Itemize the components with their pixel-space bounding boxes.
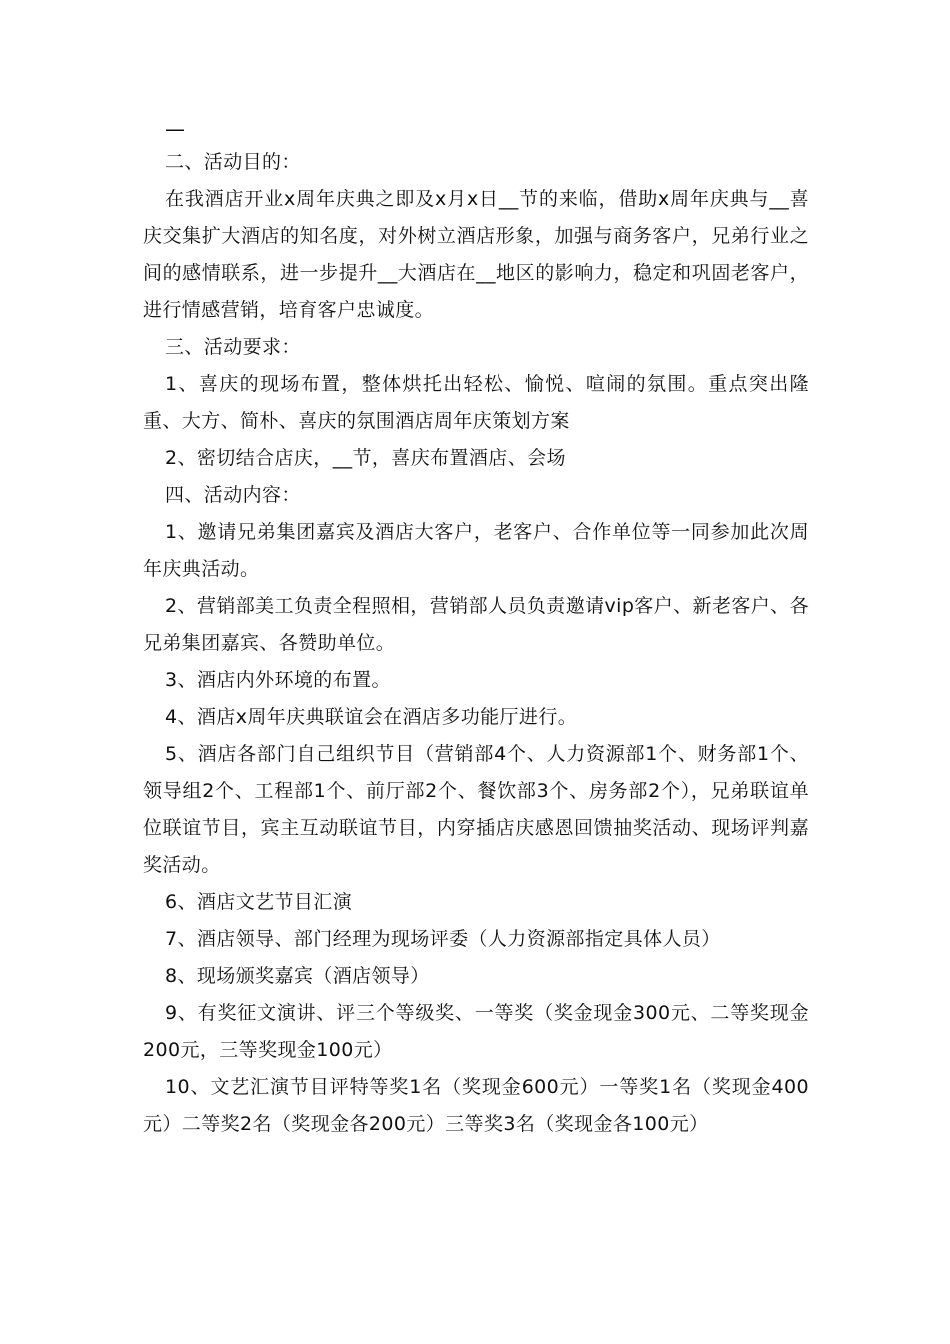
list-item-requirement-2: 2、密切结合店庆，__节，喜庆布置酒店、会场 (165, 447, 566, 469)
list-item-requirement-1: 1、喜庆的现场布置，整体烘托出轻松、愉悦、喧闹的氛围。重点突出隆重、大方、简朴、喜庆的氛围酒店周年庆策划方案 (143, 373, 809, 432)
list-item-content-10: 10、文艺汇演节目评特等奖1名（奖现金600元）一等奖1名（奖现金400元）二等奖2名（奖现金各200元）三等奖3名（奖现金各100元） (143, 1076, 809, 1135)
section-heading-purpose: 二、活动目的： (165, 151, 301, 173)
list-item-content-8: 8、现场颁奖嘉宾（酒店领导） (165, 965, 430, 987)
document-body (143, 117, 809, 1143)
list-item-content-2: 2、营销部美工负责全程照相，营销部人员负责邀请vip客户、新老客户、各兄弟集团嘉宾、各赞助单位。 (143, 595, 809, 654)
list-item-content-3: 3、酒店内外环境的布置。 (165, 669, 391, 691)
section-heading-content: 四、活动内容： (165, 484, 301, 506)
separator-dash: — (165, 117, 185, 141)
list-item-content-5: 5、酒店各部门自己组织节目（营销部4个、人力资源部1个、财务部1个、领导组2个、工程部1个、前厅部2个、餐饮部3个、房务部2个），兄弟联谊单位联谊节目，宾主互动联谊节目，内穿插店庆感恩回馈抽奖活动、现场评判嘉奖活动。 (143, 743, 809, 876)
list-item-content-4: 4、酒店x周年庆典联谊会在酒店多功能厅进行。 (165, 706, 578, 728)
list-item-content-1: 1、邀请兄弟集团嘉宾及酒店大客户，老客户、合作单位等一同参加此次周年庆典活动。 (143, 521, 809, 580)
section-heading-requirements: 三、活动要求： (165, 336, 301, 358)
list-item-content-9: 9、有奖征文演讲、评三个等级奖、一等奖（奖金现金300元、二等奖现金200元，三等奖现金100元） (143, 1002, 809, 1061)
list-item-content-7: 7、酒店领导、部门经理为现场评委（人力资源部指定具体人员） (165, 928, 721, 950)
list-item-content-6: 6、酒店文艺节目汇演 (165, 891, 353, 913)
paragraph-purpose-body: 在我酒店开业x周年庆典之即及x月x日__节的来临，借助x周年庆典与__喜庆交集扩大酒店的知名度，对外树立酒店形象，加强与商务客户，兄弟行业之间的感情联系，进一步提升__大酒店在__地区的影响力，稳定和巩固老客户，进行情感营销，培育客户忠诚度。 (143, 188, 809, 321)
